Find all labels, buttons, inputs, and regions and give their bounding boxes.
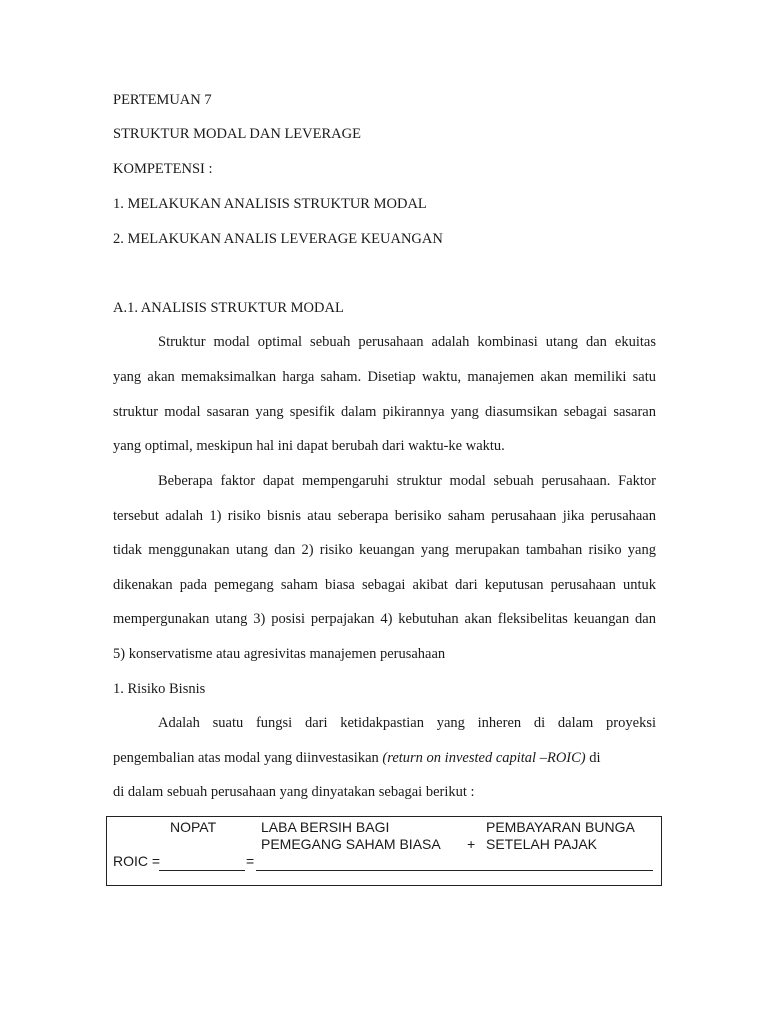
paragraph-line: yang optimal, meskipun hal ini dapat berubah dari waktu-ke waktu. (113, 438, 505, 454)
paragraph-line (113, 749, 656, 767)
after-tax-label: SETELAH PAJAK (486, 836, 598, 852)
fraction-line (159, 870, 245, 871)
paragraph-line: di dalam sebuah perusahaan yang dinyatakan sebagai berikut : (113, 784, 475, 800)
paragraph-line: 5) konservatisme atau agresivitas manajemen perusahaan (113, 646, 446, 662)
paragraph-line: Adalah suatu fungsi dari ketidakpastian yang inheren di dalam proyeksi (158, 715, 656, 731)
paragraph-line: tersebut adalah 1) risiko bisnis atau seberapa berisiko saham perusahaan jika perusahaan (113, 508, 656, 524)
paragraph-line: Beberapa faktor dapat mempengaruhi struktur modal sebuah perusahaan. Faktor (158, 473, 656, 489)
roic-label: ROIC = (113, 853, 161, 869)
common-shareholders-label: PEMEGANG SAHAM BIASA (261, 836, 441, 852)
paragraph-line: dikenakan pada pemegang saham biasa sebagai akibat dari keputusan perusahaan untuk (113, 577, 656, 593)
roic-term: (return on invested capital –ROIC) (382, 750, 586, 766)
paragraph-text: di (585, 750, 601, 766)
paragraph-line: mempergunakan utang 3) posisi perpajakan 4) kebutuhan akan fleksibelitas keuangan dan (113, 611, 656, 627)
competency-label: KOMPETENSI : (113, 161, 213, 177)
paragraph-line: tidak menggunakan utang dan 2) risiko keuangan yang merupakan tambahan risiko yang (113, 542, 656, 558)
page-title: STRUKTUR MODAL DAN LEVERAGE (113, 126, 361, 142)
equals-sign: = (246, 853, 255, 869)
interest-payment-label: PEMBAYARAN BUNGA (486, 819, 635, 835)
paragraph-line: Struktur modal optimal sebuah perusahaan adalah kombinasi utang dan ekuitas (158, 334, 656, 350)
competency-item: 1. MELAKUKAN ANALISIS STRUKTUR MODAL (113, 196, 427, 212)
subsection-heading: 1. Risiko Bisnis (113, 681, 206, 697)
meeting-number: PERTEMUAN 7 (113, 92, 212, 108)
paragraph-text: pengembalian atas modal yang diinvestasikan (113, 750, 383, 766)
nopat-label: NOPAT (170, 819, 217, 835)
fraction-line (256, 870, 653, 871)
net-income-label: LABA BERSIH BAGI (261, 819, 390, 835)
paragraph-line: yang akan memaksimalkan harga saham. Disetiap waktu, manajemen akan memiliki satu (113, 369, 656, 385)
paragraph-line: struktur modal sasaran yang spesifik dalam pikirannya yang diasumsikan sebagai sasaran (113, 404, 656, 420)
plus-sign: + (467, 836, 476, 852)
roic-formula-box (106, 816, 662, 886)
competency-item: 2. MELAKUKAN ANALIS LEVERAGE KEUANGAN (113, 231, 443, 247)
section-heading: A.1. ANALISIS STRUKTUR MODAL (113, 300, 344, 316)
